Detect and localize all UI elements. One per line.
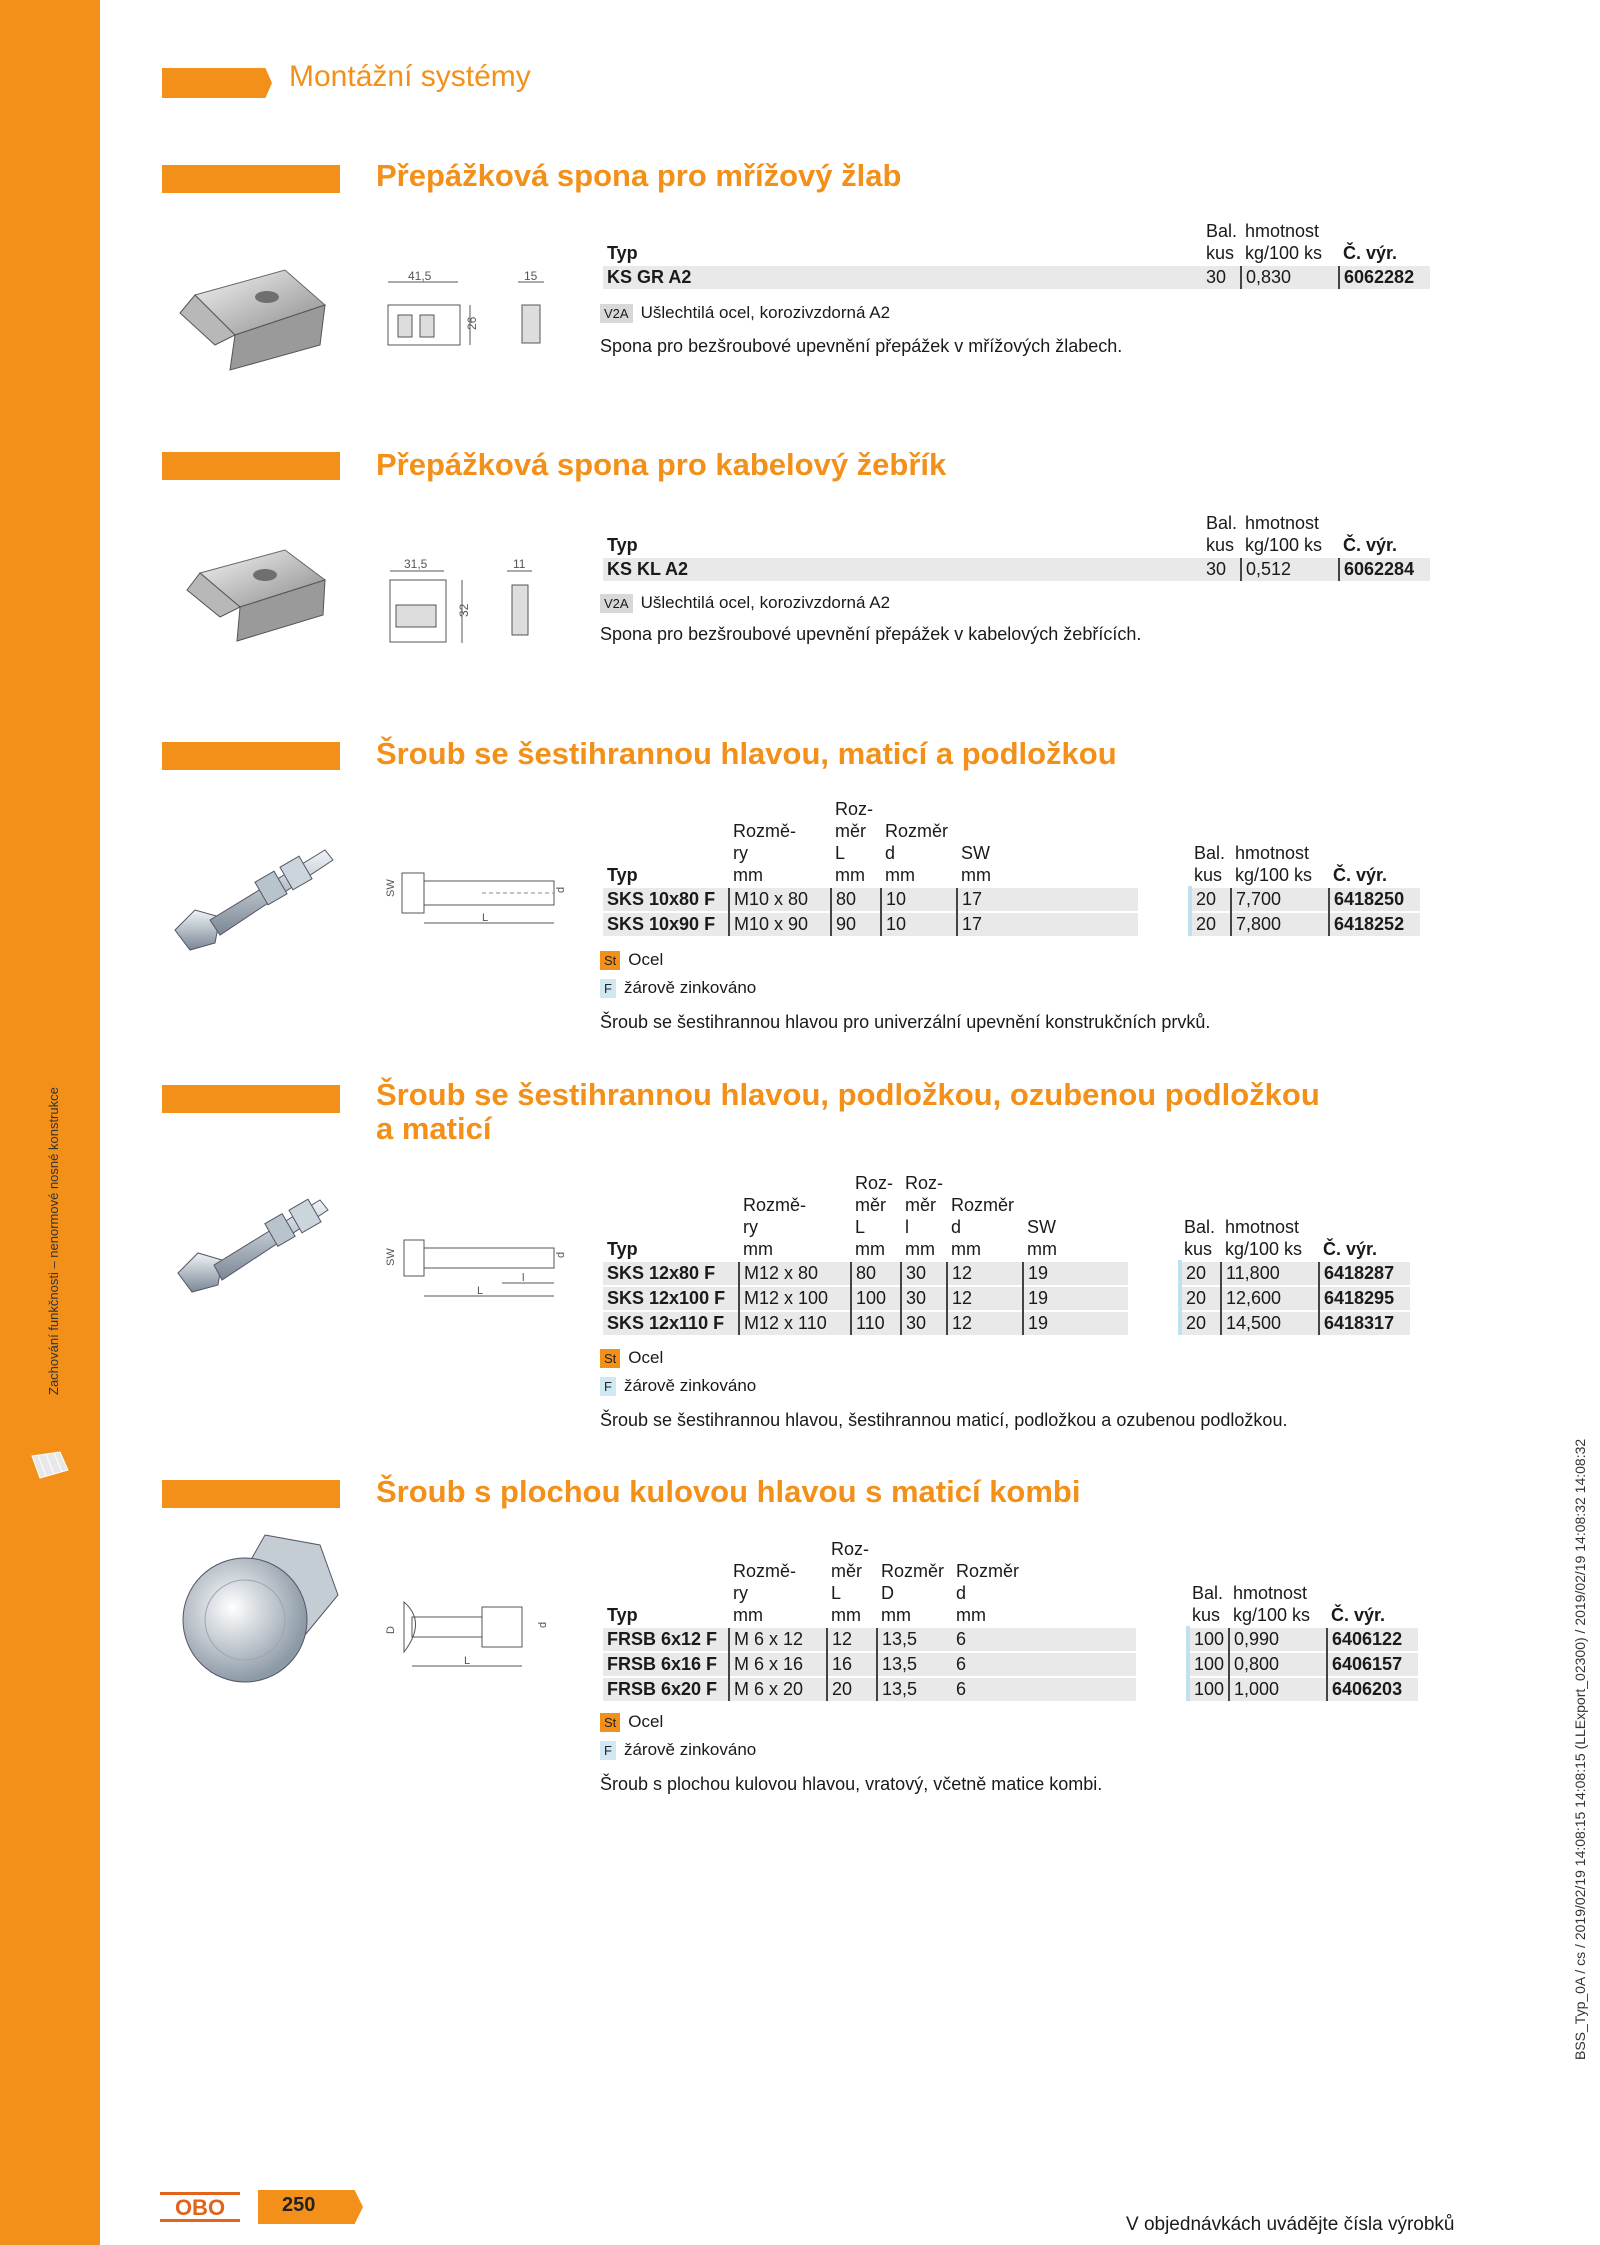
- table-row: FRSB 6x16 F M 6 x 16 16 13,5 6 100 0,800 6406157: [603, 1652, 1418, 1677]
- svg-text:d: d: [537, 1621, 549, 1628]
- carriage-bolt-image: [170, 1525, 345, 1690]
- svg-text:d: d: [555, 1251, 567, 1258]
- bolt-hex-drawing: [382, 855, 567, 935]
- ladder-icon: [30, 1450, 70, 1480]
- section-title-line2: a maticí: [376, 1111, 492, 1146]
- obo-logo: [160, 2192, 240, 2222]
- table-row: SKS 10x90 F M10 x 90 90 10 17 20 7,800 6418252: [603, 912, 1420, 936]
- svg-text:41,5: 41,5: [408, 270, 432, 283]
- material-line: St Ocel: [600, 950, 663, 970]
- section-bar: [162, 742, 340, 770]
- svg-text:15: 15: [524, 270, 538, 283]
- material-line: St Ocel: [600, 1712, 663, 1732]
- finish-tag: F: [600, 979, 616, 998]
- finish-line: F žárově zinkováno: [600, 1740, 756, 1760]
- table-row: FRSB 6x20 F M 6 x 20 20 13,5 6 100 1,000 6406203: [603, 1677, 1418, 1701]
- section-title: Přepážková spona pro mřížový žlab: [376, 158, 902, 193]
- carriage-bolt-drawing: [382, 1582, 567, 1677]
- product-description: Šroub se šestihrannou hlavou, šestihrannou maticí, podložkou a ozubenou podložkou.: [600, 1410, 1288, 1430]
- material-line: V2A Ušlechtilá ocel, korozivzdorná A2: [600, 303, 890, 323]
- finish-line: F žárově zinkováno: [600, 1376, 756, 1396]
- footer-note: V objednávkách uvádějte čísla výrobků: [1126, 2214, 1455, 2235]
- product-table: Roz- Rozmě- měr Rozměr ry L d SW Bal. hmotnost Typ mm mm mm mm kus kg/100 ks Č. výr. SKS 10x80 F M10 x 80 80 10 17 20 7,700 6418250 SKS 10x90 F M10 x 90 90 10 17 20 7,800 6418252: [603, 798, 1420, 936]
- table-row: SKS 12x110 F M12 x 110 110 30 12 19 20 14,500 6418317: [603, 1311, 1410, 1335]
- finish-tag: F: [600, 1741, 616, 1760]
- product-table: Roz- Rozmě- měr Rozměr Rozměr ry L D d Bal. hmotnost Typ mm mm mm mm kus kg/100 ks Č. výr. FRSB 6x12 F M 6 x 12 12 13,5 6 100 0,990 6406122 FRSB 6x16 F M 6 x 16 16 13,5 6 100 0,800 6406157 FRSB 6x20 F M 6 x 20 20 13,5 6 100 1,000 6406203: [603, 1538, 1418, 1701]
- svg-text:26: 26: [465, 316, 479, 330]
- material-tag: V2A: [600, 594, 633, 613]
- table-row: KS KL A2 30 0,512 6062284: [603, 557, 1430, 581]
- clip-grid-drawing: [378, 270, 553, 355]
- material-tag: St: [600, 951, 620, 970]
- svg-text:l: l: [522, 1272, 525, 1284]
- product-table: Bal. hmotnost Typ kus kg/100 ks Č. výr. KS GR A2 30 0,830 6062282: [603, 220, 1430, 289]
- material-tag: St: [600, 1349, 620, 1368]
- svg-text:d: d: [555, 886, 567, 893]
- finish-tag: F: [600, 1377, 616, 1396]
- svg-text:D: D: [385, 1626, 397, 1634]
- clip-grid-image: [175, 265, 340, 375]
- table-row: SKS 12x80 F M12 x 80 80 30 12 19 20 11,800 6418287: [603, 1261, 1410, 1286]
- svg-text:OBO: OBO: [174, 2195, 226, 2220]
- svg-text:L: L: [482, 912, 489, 924]
- bolt-hex-image: [165, 835, 345, 955]
- page-number: 250: [282, 2194, 316, 2216]
- bolt-hex-serrated-image: [170, 1185, 340, 1295]
- finish-line: F žárově zinkováno: [600, 978, 756, 998]
- svg-text:SW: SW: [385, 879, 397, 897]
- clip-ladder-drawing: [382, 555, 552, 650]
- header-tab: [162, 68, 272, 98]
- section-title: Šroub s plochou kulovou hlavou s maticí kombi: [376, 1474, 1081, 1509]
- svg-text:L: L: [464, 1655, 471, 1667]
- product-table: Bal. hmotnost Typ kus kg/100 ks Č. výr. KS KL A2 30 0,512 6062284: [603, 512, 1430, 581]
- section-bar: [162, 1085, 340, 1113]
- section-title: Šroub se šestihrannou hlavou, podložkou, ozubenou podložkou: [376, 1077, 1320, 1112]
- product-description: Spona pro bezšroubové upevnění přepážek v mřížových žlabech.: [600, 336, 1123, 356]
- svg-text:11: 11: [513, 557, 526, 571]
- svg-text:31,5: 31,5: [404, 557, 428, 571]
- material-tag: V2A: [600, 304, 633, 323]
- bolt-hex-serrated-drawing: [382, 1228, 567, 1308]
- table-row: KS GR A2 30 0,830 6062282: [603, 265, 1430, 289]
- table-row: FRSB 6x12 F M 6 x 12 12 13,5 6 100 0,990 6406122: [603, 1627, 1418, 1652]
- product-table: Roz- Roz- Rozmě- měr měr Rozměr ry L l d SW Bal. hmotnost Typ mm mm mm mm mm kus kg/100 ks Č. výr. SKS 12x80 F M12 x 80 80 30 12 19 20 11,800 6418287 SKS 12x100 F M12 x 100 100 30 12 19 20 12,600 6418295 SKS 12x110 F M12 x 110 110 30 12 19 20 14,500 6418317: [603, 1172, 1410, 1335]
- svg-text:SW: SW: [385, 1248, 397, 1266]
- section-title: Šroub se šestihrannou hlavou, maticí a podložkou: [376, 736, 1117, 771]
- clip-ladder-image: [185, 545, 335, 645]
- svg-text:32: 32: [457, 603, 471, 617]
- section-bar: [162, 452, 340, 480]
- table-row: SKS 10x80 F M10 x 80 80 10 17 20 7,700 6418250: [603, 887, 1420, 912]
- material-tag: St: [600, 1713, 620, 1732]
- section-bar: [162, 165, 340, 193]
- svg-text:L: L: [477, 1285, 484, 1297]
- section-title: Přepážková spona pro kabelový žebřík: [376, 447, 947, 482]
- material-line: St Ocel: [600, 1348, 663, 1368]
- product-description: Spona pro bezšroubové upevnění přepážek v kabelových žebřících.: [600, 624, 1142, 644]
- page-title: Montážní systémy: [289, 60, 531, 93]
- material-line: V2A Ušlechtilá ocel, korozivzdorná A2: [600, 593, 890, 613]
- product-description: Šroub se šestihrannou hlavou pro univerzální upevnění konstrukčních prvků.: [600, 1012, 1211, 1032]
- section-bar: [162, 1480, 340, 1508]
- product-description: Šroub s plochou kulovou hlavou, vratový, včetně matice kombi.: [600, 1774, 1103, 1794]
- table-row: SKS 12x100 F M12 x 100 100 30 12 19 20 12,600 6418295: [603, 1286, 1410, 1311]
